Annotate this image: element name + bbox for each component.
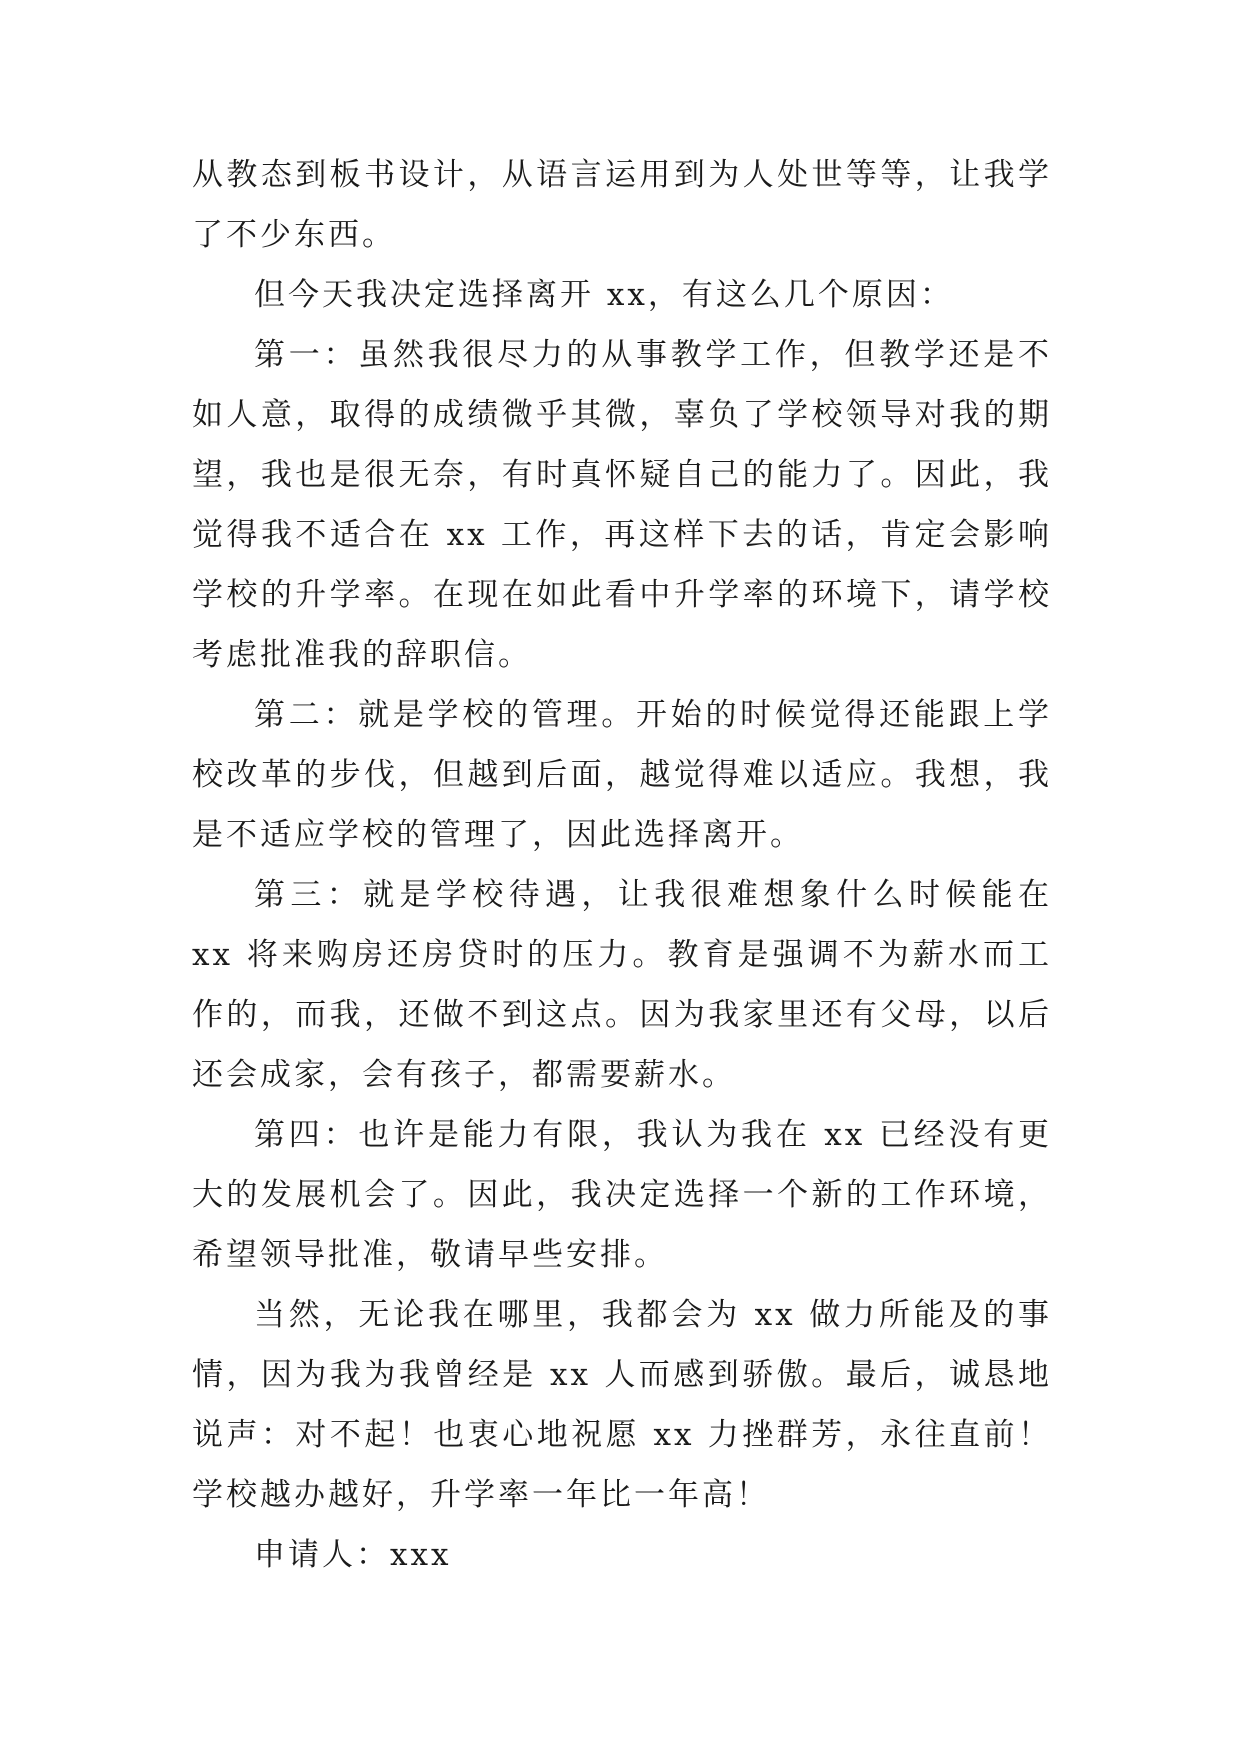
- paragraph-continuation: 从教态到板书设计，从语言运用到为人处世等等，让我学了不少东西。: [192, 157, 1052, 253]
- paragraph-reason-2: 第二：就是学校的管理。开始的时候觉得还能跟上学校改革的步伐，但越到后面，越觉得难以适应。我想，我是不适应学校的管理了，因此选择离开。: [192, 697, 1052, 853]
- paragraph-reason-1: 第一：虽然我很尽力的从事教学工作，但教学还是不如人意，取得的成绩微乎其微，辜负了学校领导对我的期望，我也是很无奈，有时真怀疑自己的能力了。因此，我觉得我不适合在 xx 工作，再这样下去的话，肯定会影响学校的升学率。在现在如此看中升学率的环境下，请学校考虑批准我的辞职信。: [192, 337, 1052, 673]
- letter-body: [192, 145, 1052, 1585]
- paragraph-reason-3: 第三：就是学校待遇，让我很难想象什么时候能在 xx 将来购房还房贷时的压力。教育是强调不为薪水而工作的，而我，还做不到这点。因为我家里还有父母，以后还会成家，会有孩子，都需要薪水。: [192, 877, 1052, 1093]
- paragraph-reason-4: 第四：也许是能力有限，我认为我在 xx 已经没有更大的发展机会了。因此，我决定选择一个新的工作环境，希望领导批准，敬请早些安排。: [192, 1117, 1052, 1273]
- paragraph-intro: 但今天我决定选择离开 xx，有这么几个原因：: [254, 277, 954, 313]
- applicant-signature: 申请人：xxx: [254, 1537, 452, 1573]
- paragraph-closing: 当然，无论我在哪里，我都会为 xx 做力所能及的事情，因为我为我曾经是 xx 人而感到骄傲。最后，诚恳地说声：对不起！也衷心地祝愿 xx 力挫群芳，永往直前！学校越办越好，升学率一年比一年高！: [192, 1297, 1052, 1513]
